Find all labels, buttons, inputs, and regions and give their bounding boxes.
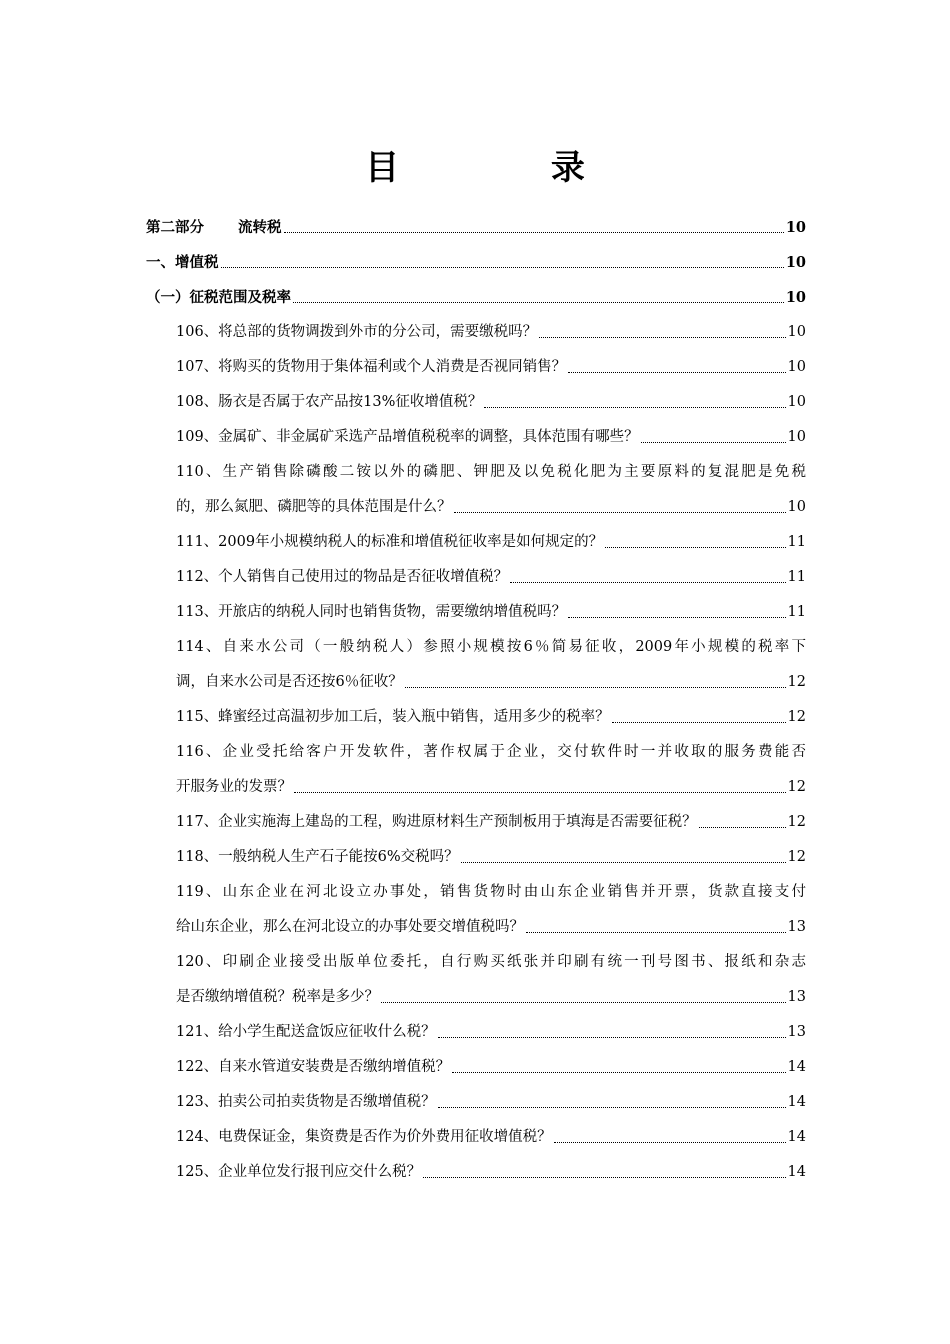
toc-entry-text-line1: 120、印刷企业接受出版单位委托，自行购买纸张并印刷有统一刊号图书、报纸和杂志 <box>176 954 806 970</box>
toc-leader-dots <box>484 407 785 408</box>
toc-page-number: 11 <box>787 604 806 620</box>
toc-leader-dots <box>605 547 785 548</box>
toc-entry[interactable] <box>146 385 806 420</box>
toc-leader-dots <box>405 687 786 688</box>
toc-entry[interactable] <box>146 630 806 700</box>
toc-entry[interactable] <box>146 840 806 875</box>
toc-entry-text: 124、电费保证金，集资费是否作为价外费用征收增值税？ <box>176 1129 552 1145</box>
toc-leader-dots <box>461 862 786 863</box>
toc-page-number: 10 <box>787 394 806 410</box>
toc-entry-text: 117、企业实施海上建岛的工程，购进原材料生产预制板用于填海是否需要征税？ <box>176 814 697 830</box>
toc-entry[interactable] <box>146 525 806 560</box>
toc-entry[interactable] <box>146 805 806 840</box>
toc-page-number: 11 <box>787 534 806 550</box>
toc-page-number: 12 <box>787 709 806 725</box>
page-title: 目 录 <box>365 148 655 188</box>
toc-entry[interactable] <box>146 280 806 315</box>
toc-page-number: 12 <box>787 674 806 690</box>
toc-entry-text: 121、给小学生配送盒饭应征收什么税？ <box>176 1024 436 1040</box>
toc-entry[interactable] <box>146 1155 806 1190</box>
toc-page-number: 10 <box>785 289 806 306</box>
toc-entry-text: 107、将购买的货物用于集体福利或个人消费是否视同销售？ <box>176 359 567 375</box>
toc-page-number: 13 <box>787 919 806 935</box>
toc-leader-dots <box>539 337 785 338</box>
toc-entry-text: 115、蜂蜜经过高温初步加工后，装入瓶中销售，适用多少的税率？ <box>176 709 610 725</box>
toc-entry[interactable] <box>146 455 806 525</box>
toc-entry[interactable] <box>146 420 806 455</box>
toc-leader-dots <box>699 827 786 828</box>
toc-page-number: 12 <box>787 814 806 830</box>
toc-page-number: 10 <box>787 429 806 445</box>
toc-entry[interactable] <box>146 595 806 630</box>
toc-page-number: 14 <box>787 1129 806 1145</box>
toc-entry[interactable] <box>146 1015 806 1050</box>
toc-entry-text: 125、企业单位发行报刊应交什么税？ <box>176 1164 422 1180</box>
toc-entry[interactable] <box>146 245 806 280</box>
toc-entry-text: 是否缴纳增值税？税率是多少？ <box>176 989 379 1005</box>
toc-entry-text: （一）征税范围及税率 <box>146 289 291 306</box>
toc-leader-dots <box>381 1002 786 1003</box>
toc-entry[interactable] <box>146 735 806 805</box>
toc-page-number: 10 <box>787 359 806 375</box>
toc-entry-subtext: 流转税 <box>238 219 282 236</box>
toc-entry[interactable] <box>146 315 806 350</box>
toc-entry-text: 113、开旅店的纳税人同时也销售货物，需要缴纳增值税吗？ <box>176 604 567 620</box>
toc-leader-dots <box>454 512 786 513</box>
toc-entry-text: 第二部分 <box>146 219 204 236</box>
toc-entry-text: 的，那么氮肥、磷肥等的具体范围是什么？ <box>176 499 452 515</box>
toc-entry[interactable] <box>146 560 806 595</box>
toc-entry[interactable] <box>146 1120 806 1155</box>
toc-page-number: 12 <box>787 779 806 795</box>
toc-entry-text: 108、肠衣是否属于农产品按13%征收增值税？ <box>176 394 483 410</box>
toc-page-number: 14 <box>787 1094 806 1110</box>
toc-entry-text: 123、拍卖公司拍卖货物是否缴增值税？ <box>176 1094 436 1110</box>
toc-entry-text-line1: 114、自来水公司（一般纳税人）参照小规模按6％简易征收，2009年小规模的税率下 <box>176 639 806 655</box>
toc-entry[interactable] <box>146 945 806 1015</box>
toc-entry-text: 调，自来水公司是否还按6％征收？ <box>176 674 403 690</box>
toc-page-number: 10 <box>785 219 806 236</box>
toc-leader-dots <box>526 932 786 933</box>
toc-entry[interactable] <box>146 1085 806 1120</box>
toc-leader-dots <box>554 1142 786 1143</box>
toc-entry-text: 一、增值税 <box>146 254 219 271</box>
toc-entry-text-line1: 116、企业受托给客户开发软件，著作权属于企业，交付软件时一并收取的服务费能否 <box>176 744 806 760</box>
toc-page-number: 11 <box>787 569 806 585</box>
toc-leader-dots <box>438 1037 786 1038</box>
toc-page-number: 14 <box>787 1059 806 1075</box>
toc-leader-dots <box>438 1107 786 1108</box>
toc-leader-dots <box>452 1072 785 1073</box>
toc-entry-text: 111、2009年小规模纳税人的标准和增值税征收率是如何规定的？ <box>176 534 604 550</box>
toc-leader-dots <box>641 442 786 443</box>
toc-leader-dots <box>568 372 785 373</box>
toc-entry-text: 给山东企业，那么在河北设立的办事处要交增值税吗？ <box>176 919 524 935</box>
toc-entry-text: 109、金属矿、非金属矿采选产品增值税税率的调整，具体范围有哪些？ <box>176 429 639 445</box>
toc-page-number: 13 <box>787 989 806 1005</box>
toc-leader-dots <box>293 302 784 303</box>
toc-entry-text: 122、自来水管道安装费是否缴纳增值税？ <box>176 1059 451 1075</box>
toc-entry-text-line1: 110、生产销售除磷酸二铵以外的磷肥、钾肥及以免税化肥为主要原料的复混肥是免税 <box>176 464 806 480</box>
toc-page-number: 13 <box>787 1024 806 1040</box>
toc-leader-dots <box>423 1177 785 1178</box>
toc-leader-dots <box>510 582 785 583</box>
toc-leader-dots <box>568 617 785 618</box>
toc-page-number: 12 <box>787 849 806 865</box>
toc-leader-dots <box>294 792 786 793</box>
toc-entry-text: 112、个人销售自己使用过的物品是否征收增值税？ <box>176 569 509 585</box>
toc-entry-text: 106、将总部的货物调拨到外市的分公司，需要缴税吗？ <box>176 324 538 340</box>
toc-page-number: 10 <box>787 499 806 515</box>
toc-entry[interactable] <box>146 700 806 735</box>
toc-entry-text: 118、一般纳税人生产石子能按6%交税吗？ <box>176 849 459 865</box>
table-of-contents <box>146 210 806 1190</box>
toc-page-number: 14 <box>787 1164 806 1180</box>
toc-page-number: 10 <box>785 254 806 271</box>
toc-entry[interactable] <box>146 350 806 385</box>
toc-leader-dots <box>284 232 784 233</box>
toc-entry[interactable] <box>146 210 806 245</box>
toc-entry-text: 开服务业的发票？ <box>176 779 292 795</box>
toc-leader-dots <box>221 267 784 268</box>
toc-entry-text-line1: 119、山东企业在河北设立办事处，销售货物时由山东企业销售并开票，货款直接支付 <box>176 884 806 900</box>
toc-leader-dots <box>612 722 786 723</box>
toc-entry[interactable] <box>146 875 806 945</box>
toc-page-number: 10 <box>787 324 806 340</box>
toc-entry[interactable] <box>146 1050 806 1085</box>
